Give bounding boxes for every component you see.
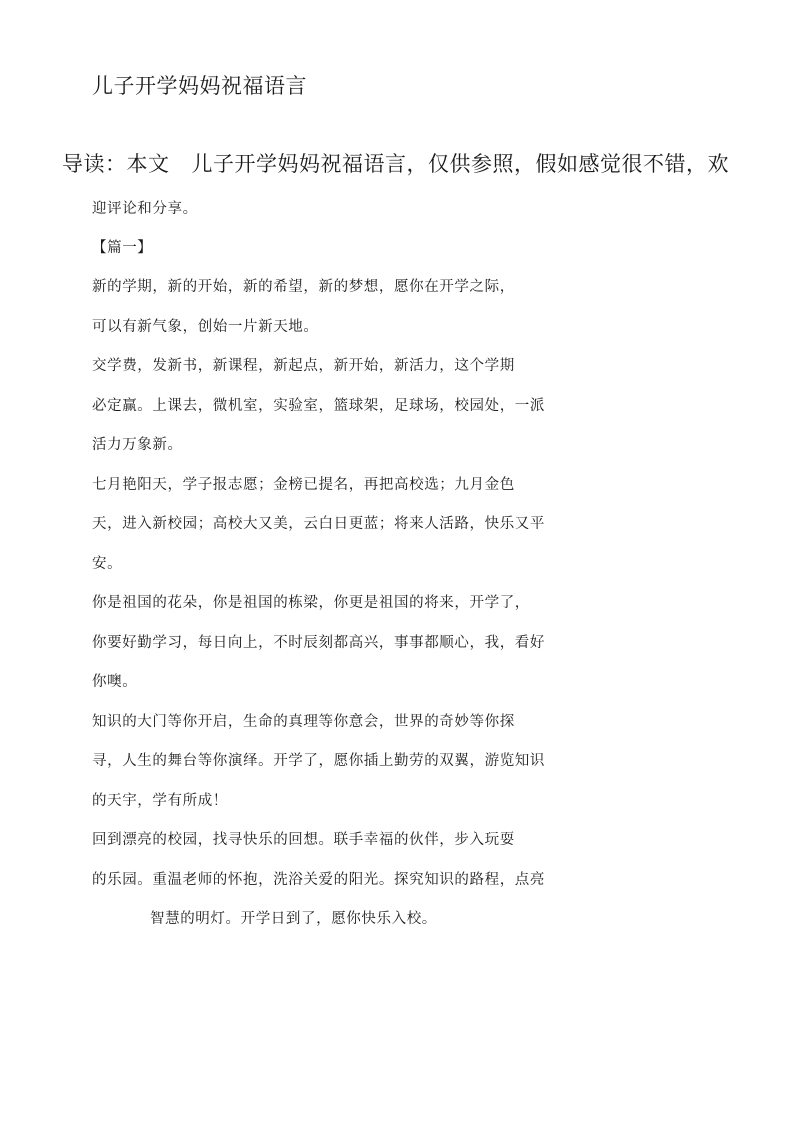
text-line: 安。 — [92, 556, 123, 572]
text-line: 天，进入新校园；高校大又美，云白日更蓝；将来人活路，快乐又平 — [92, 516, 545, 532]
text-line: 回到漂亮的校园，找寻快乐的回想。联手幸福的伙伴，步入玩耍 — [92, 832, 515, 848]
text-line: 交学费，发新书，新课程，新起点，新开始，新活力，这个学期 — [92, 358, 515, 374]
text-line: 七月艳阳天，学子报志愿；金榜已提名，再把高校选；九月金色 — [92, 477, 515, 493]
text-line: 寻，人生的舞台等你演绎。开学了，愿你插上勤劳的双翼，游览知识 — [92, 753, 545, 769]
text-line: 知识的大门等你开启，生命的真理等你意会，世界的奇妙等你探 — [92, 714, 515, 730]
text-line: 你要好勤学习，每日向上，不时辰刻都高兴，事事都顺心，我，看好 — [92, 635, 545, 651]
text-line: 必定赢。上课去，微机室，实验室，篮球架，足球场，校园处，一派 — [92, 398, 545, 414]
document-title: 儿子开学妈妈祝福语言 — [92, 74, 307, 98]
section-heading: 【篇一】 — [92, 240, 153, 256]
text-line: 你是祖国的花朵，你是祖国的栋梁，你更是祖国的将来，开学了， — [92, 595, 530, 611]
text-line: 活力万象新。 — [92, 437, 183, 453]
text-line: 新的学期，新的开始，新的希望，新的梦想，愿你在开学之际， — [92, 279, 515, 295]
text-line: 的天宇，学有所成！ — [92, 793, 228, 809]
text-line: 你噢。 — [92, 674, 138, 690]
text-line: 迎评论和分享。 — [92, 201, 198, 217]
lead-paragraph — [62, 148, 729, 178]
text-line: 的乐园。重温老师的怀抱，洗浴关爱的阳光。探究知识的路程，点亮 — [92, 872, 545, 888]
lead-prefix: 导读：本文 — [62, 152, 170, 176]
text-line: 可以有新气象，创始一片新天地。 — [92, 319, 319, 335]
text-line: 智慧的明灯。开学日到了，愿你快乐入校。 — [150, 911, 437, 927]
lead-text: 儿子开学妈妈祝福语言，仅供参照，假如感觉很不错，欢 — [191, 152, 729, 176]
